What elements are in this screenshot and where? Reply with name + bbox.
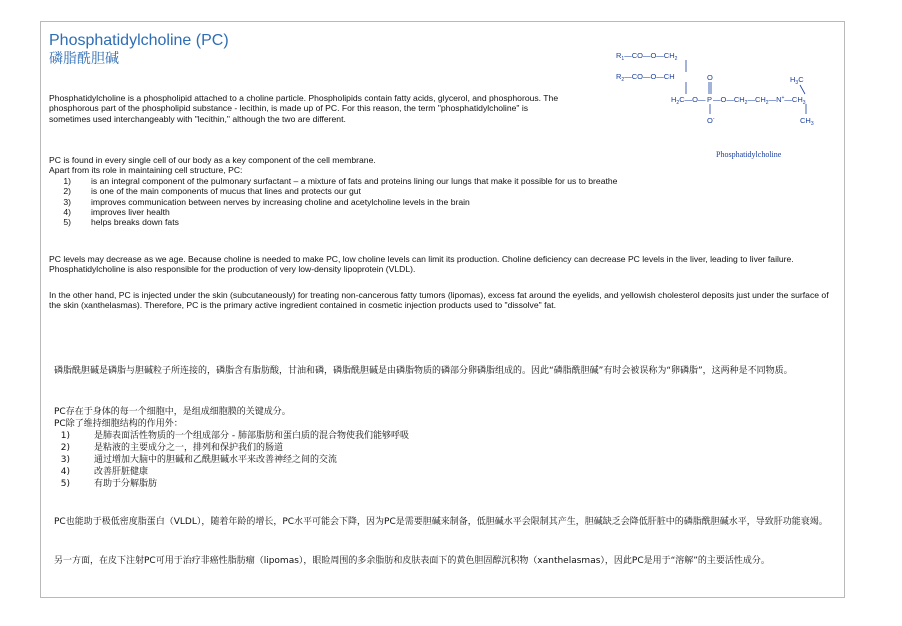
list-item-number: 2) bbox=[60, 443, 70, 453]
list-item bbox=[49, 217, 839, 227]
list-item-number: 5) bbox=[60, 479, 70, 489]
chinese-paragraph-3: PC也能助于极低密度脂蛋白（VLDL），随着年龄的增长，PC水平可能会下降，因为PC是需要胆碱来制备，低胆碱水平会限制其产生，胆碱缺乏会降低肝脏中的磷脂酰胆碱水平，导致肝功能衰竭。 bbox=[54, 517, 828, 527]
list-item-text: helps breaks down fats bbox=[91, 217, 179, 228]
list-item bbox=[49, 197, 839, 207]
list-item-number: 4) bbox=[63, 207, 71, 218]
list-item bbox=[54, 466, 839, 478]
english-paragraph-1: Phosphatidylcholine is a phospholipid attached to a choline particle. Phospholipids contain fatty acids, glycerol, and phosphorous. The phosphorous part of the phospholipid substance - lecithin, is made up of PC. For this reason, the term "phosphatidylcholine" is sometimes used interchangeably with "lecithin," although the two are different. bbox=[49, 93, 559, 124]
english-paragraph-2a: PC is found in every single cell of our body as a key component of the cell membrane. bbox=[49, 155, 376, 165]
page-subtitle-chinese: 磷脂酰胆碱 bbox=[49, 51, 119, 67]
chinese-paragraph-2a: PC存在于身体的每一个细胞中，是组成细胞膜的关键成分。 bbox=[54, 407, 291, 417]
chinese-paragraph-4: 另一方面，在皮下注射PC可用于治疗非癌性脂肪瘤（lipomas），眼睑周围的多余脂肪和皮肤表面下的黄色胆固醇沉积物（xanthelasmas），因此PC是用于“溶解”的主要活性成分。 bbox=[54, 556, 770, 566]
list-item-number: 4) bbox=[60, 467, 70, 477]
list-item-text: 是粘液的主要成分之一，排列和保护我们的肠道 bbox=[94, 443, 284, 453]
english-section-functions bbox=[49, 155, 839, 228]
list-item bbox=[49, 186, 839, 196]
list-item-text: 有助于分解脂肪 bbox=[94, 479, 158, 489]
list-item-number: 1) bbox=[63, 175, 71, 186]
list-item-number: 3) bbox=[60, 455, 70, 465]
document-page bbox=[40, 21, 845, 598]
list-item-text: improves liver health bbox=[91, 207, 170, 218]
chinese-paragraph-2b: PC除了维持细胞结构的作用外： bbox=[54, 419, 183, 429]
phosphatidylcholine-structure-diagram bbox=[608, 44, 843, 164]
english-function-list bbox=[49, 176, 839, 228]
list-item-number: 1) bbox=[60, 431, 70, 441]
ch3-bottom-label: $CH_3$ bbox=[800, 116, 814, 127]
list-item-text: is an integral component of the pulmonary surfactant – a mixture of fats and proteins lining our lungs that make it possible for us to breathe bbox=[91, 175, 618, 186]
list-item bbox=[49, 207, 839, 217]
english-paragraph-2b: Apart from its role in maintaining cell structure, PC: bbox=[49, 165, 243, 176]
oxygen-minus-label: O- bbox=[707, 116, 715, 125]
list-item-text: 通过增加大脑中的胆碱和乙酰胆碱水平来改善神经之间的交流 bbox=[94, 455, 338, 465]
list-item bbox=[54, 454, 839, 466]
list-item-text: is one of the main components of mucus that lines and protects our gut bbox=[91, 186, 361, 197]
list-item bbox=[54, 442, 839, 454]
r1-label: $R_1—CO—O—CH_2$ bbox=[616, 51, 678, 62]
english-paragraph-3: PC levels may decrease as we age. Because choline is needed to make PC, low choline levels can limit its production. Choline deficiency can decrease PC levels in the liver, leading to liver failure. Phosphatidylcholine is also responsible for the production of very low-density lipoprotein (VLDL). bbox=[49, 254, 794, 275]
english-paragraph-4: In the other hand, PC is injected under the skin (subcutaneously) for treating non-cancerous fatty tumors (lipomas), excess fat around the eyelids, and yellowish cholesterol deposits just under the surface of the skin (xanthelasmas). Therefore, PC is the primary active ingredient contained in cosmetic injection products used to "dissolve" fat. bbox=[49, 290, 829, 311]
list-item-number: 3) bbox=[63, 196, 71, 207]
phosphorus-label: P bbox=[707, 95, 713, 104]
list-item-text: 改善肝脏健康 bbox=[94, 467, 149, 477]
n-top-bond bbox=[800, 85, 805, 94]
list-item bbox=[54, 478, 839, 490]
list-item-number: 2) bbox=[63, 186, 71, 197]
list-item-number: 5) bbox=[63, 217, 71, 228]
ethyl-chain-label: $—O—CH_2—CH_2—N^+—CH_3$ bbox=[713, 95, 806, 106]
r2-label: $R_2—CO—O—CH$ bbox=[616, 72, 675, 83]
h3c-label: $H_3C$ bbox=[790, 75, 804, 86]
chinese-paragraph-1: 磷脂酰胆碱是磷脂与胆碱粒子所连接的，磷脂含有脂肪酸，甘油和磷，磷脂酰胆碱是由磷脂物质的磷部分卵磷脂组成的。因此“磷脂酰胆碱”有时会被误称为“卵磷脂”，这两种是不同物质。 bbox=[54, 366, 793, 376]
h2c-phosphate-label: $H_2C—O—$ bbox=[671, 95, 706, 106]
list-item bbox=[54, 430, 839, 442]
diagram-caption: Phosphatidylcholine bbox=[716, 150, 782, 159]
chinese-section-functions bbox=[54, 406, 839, 490]
list-item bbox=[49, 176, 839, 186]
oxygen-double-label: O bbox=[707, 73, 713, 82]
list-item-text: improves communication between nerves by increasing choline and acetylcholine levels in the brain bbox=[91, 196, 470, 207]
page-title: Phosphatidylcholine (PC) bbox=[49, 32, 229, 49]
list-item-text: 是肺表面活性物质的一个组成部分 - 肺部脂肪和蛋白质的混合物使我们能够呼吸 bbox=[94, 431, 409, 441]
chinese-function-list bbox=[54, 430, 839, 490]
